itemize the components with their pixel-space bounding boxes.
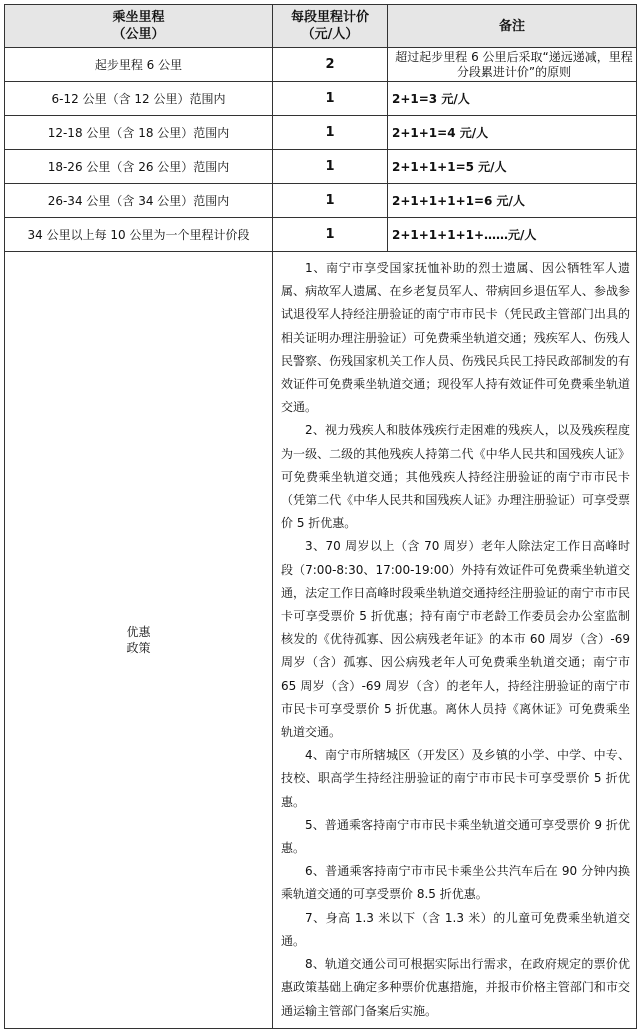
row-note: 超过起步里程 6 公里后采取“递远递减，里程分段累进计价”的原则 xyxy=(388,48,637,82)
table-row xyxy=(5,218,637,252)
row-price: 1 xyxy=(273,116,388,150)
header-note: 备注 xyxy=(388,5,637,48)
row-price: 2 xyxy=(273,48,388,82)
row-distance: 18-26 公里（含 26 公里）范围内 xyxy=(5,150,273,184)
row-note: 2+1+1=4 元/人 xyxy=(388,116,637,150)
header-row xyxy=(5,5,637,48)
row-price: 1 xyxy=(273,82,388,116)
policy-paragraph: 5、普通乘客持南宁市市民卡乘坐轨道交通可享受票价 9 折优惠。 xyxy=(281,817,630,856)
header-distance: 乘坐里程 （公里） xyxy=(5,5,273,48)
fare-table xyxy=(4,4,637,1029)
table-row xyxy=(5,116,637,150)
table-row xyxy=(5,82,637,116)
policy-row xyxy=(5,252,637,1029)
row-distance: 6-12 公里（含 12 公里）范围内 xyxy=(5,82,273,116)
policy-paragraph: 6、普通乘客持南宁市市民卡乘坐公共汽车后在 90 分钟内换乘轨道交通的可享受票价 8.5 折优惠。 xyxy=(281,864,630,902)
row-note: 2+1=3 元/人 xyxy=(388,82,637,116)
row-price: 1 xyxy=(273,218,388,252)
row-note: 2+1+1+1+1+……元/人 xyxy=(388,218,637,252)
row-price: 1 xyxy=(273,150,388,184)
row-distance: 26-34 公里（含 34 公里）范围内 xyxy=(5,184,273,218)
policy-content xyxy=(273,252,637,1029)
table-row xyxy=(5,184,637,218)
policy-paragraph: 4、南宁市所辖城区（开发区）及乡镇的小学、中学、中专、技校、职高学生持经注册验证的南宁市市民卡可享受票价 5 折优惠。 xyxy=(281,748,630,809)
table-row xyxy=(5,48,637,82)
policy-paragraph: 3、70 周岁以上（含 70 周岁）老年人除法定工作日高峰时段（7:00-8:30、17:00-19:00）外持有效证件可免费乘坐轨道交通，法定工作日高峰时段乘坐轨道交通持经注册验证的南宁市市民卡可享受票价 5 折优惠；持有南宁市老龄工作委员会办公室监制核发的《优待孤寡、因公病残老年证》的本市 60 周岁（含）-69 周岁（含）孤寡、因公病残老年人可免费乘坐轨道交通；南宁市 65 周岁（含）-69 周岁（含）的老年人，持经注册验证的南宁市市民卡可享受票价 5 折优惠。离休人员持《离休证》可免费乘坐轨道交通。 xyxy=(281,539,630,740)
policy-paragraph: 1、南宁市享受国家抚恤补助的烈士遗属、因公牺牲军人遗属、病故军人遗属、在乡老复员军人、带病回乡退伍军人、参战参试退役军人持经注册验证的南宁市市民卡（凭民政主管部门出具的相关证明办理注册验证）可免费乘坐轨道交通；残疾军人、伤残人民警察、伤残国家机关工作人员、伤残民兵民工持民政部制发的有效证件可免费乘坐轨道交通；现役军人持有效证件可免费乘坐轨道交通。 xyxy=(281,261,630,415)
row-price: 1 xyxy=(273,184,388,218)
table-row xyxy=(5,150,637,184)
row-distance: 12-18 公里（含 18 公里）范围内 xyxy=(5,116,273,150)
policy-paragraph: 7、身高 1.3 米以下（含 1.3 米）的儿童可免费乘坐轨道交通。 xyxy=(281,910,630,948)
policy-paragraph: 2、视力残疾人和肢体残疾行走困难的残疾人，以及残疾程度为一级、二级的其他残疾人持第二代《中华人民共和国残疾人证》可免费乘坐轨道交通；其他残疾人持经注册验证的南宁市市民卡（凭第二代《中华人民共和国残疾人证》办理注册验证）可享受票价 5 折优惠。 xyxy=(281,423,630,531)
row-distance: 起步里程 6 公里 xyxy=(5,48,273,82)
policy-label: 优惠 政策 xyxy=(5,252,273,1029)
policy-paragraph: 8、轨道交通公司可根据实际出行需求，在政府规定的票价优惠政策基础上确定多种票价优惠措施，并报市价格主管部门和市交通运输主管部门备案后实施。 xyxy=(281,957,630,1018)
row-note: 2+1+1+1+1=6 元/人 xyxy=(388,184,637,218)
header-price: 每段里程计价 （元/人） xyxy=(273,5,388,48)
row-note: 2+1+1+1=5 元/人 xyxy=(388,150,637,184)
row-distance: 34 公里以上每 10 公里为一个里程计价段 xyxy=(5,218,273,252)
